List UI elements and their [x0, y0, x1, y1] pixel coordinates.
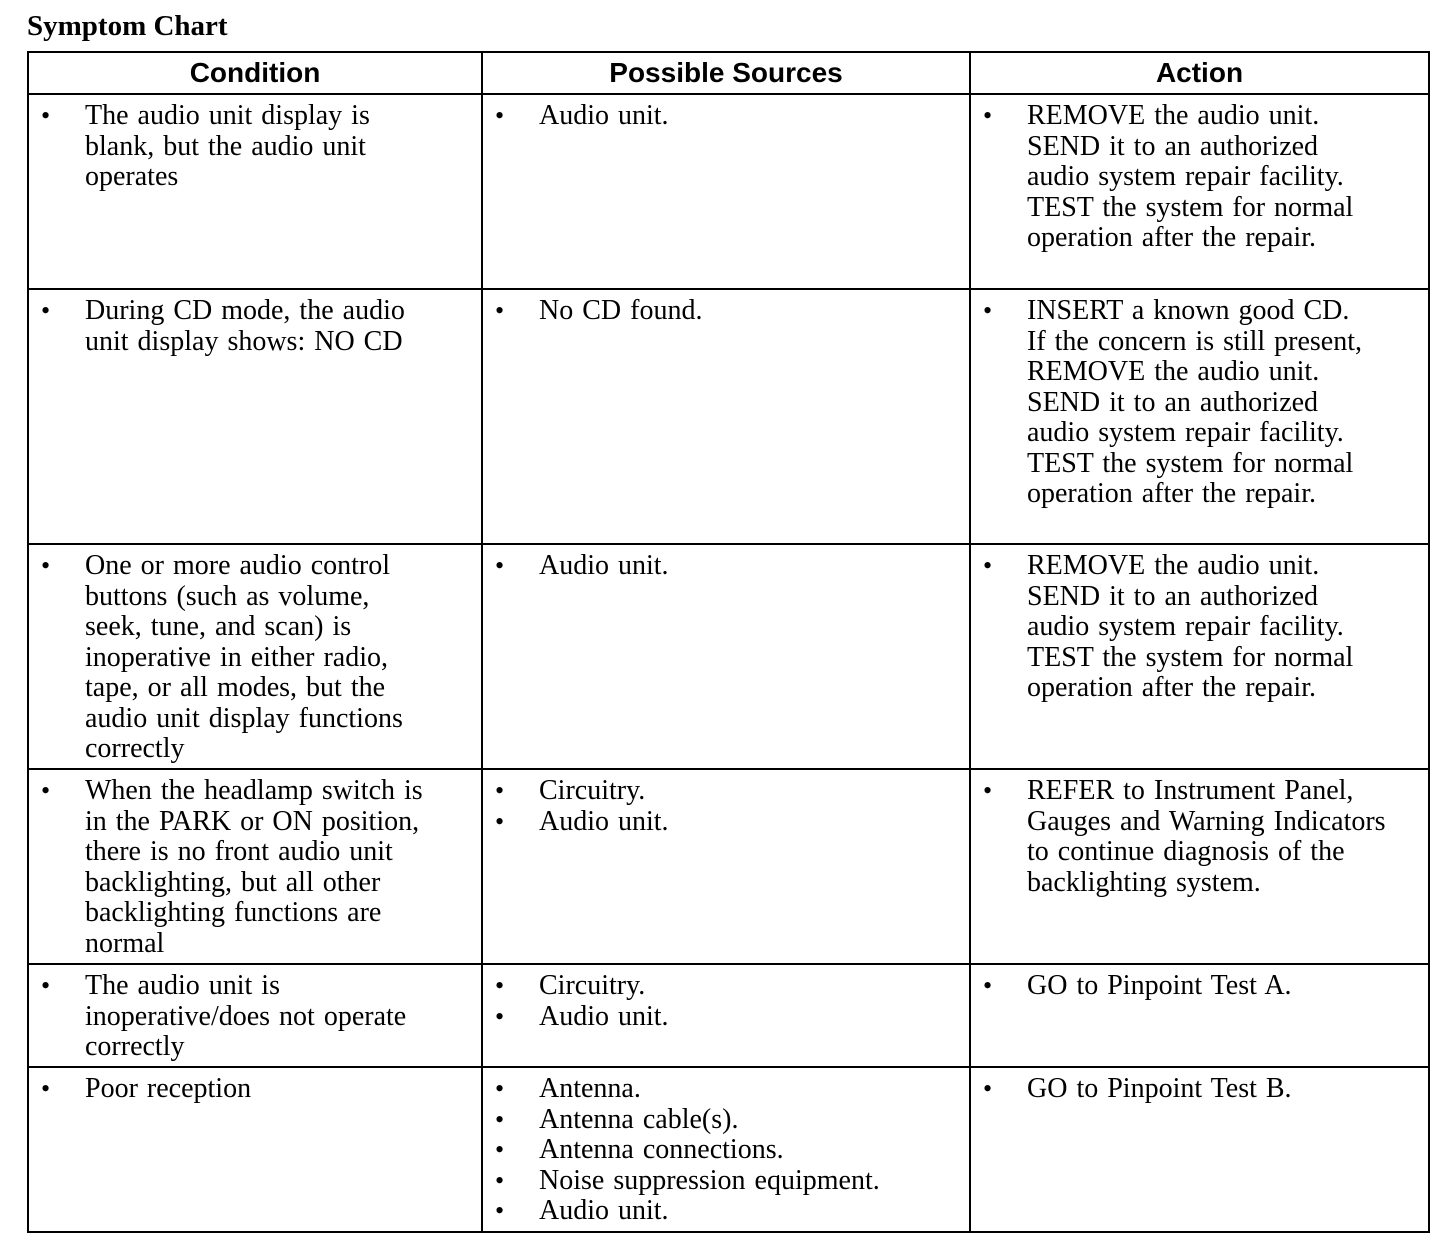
bullet-icon: • — [495, 1196, 505, 1225]
action-text: INSERT a known good CD. If the concern is still present, REMOVE the audio unit. SEND it to an authorized audio system repair facility. TEST the system for normal operation after the repair. — [1027, 295, 1363, 509]
table-row — [28, 289, 1429, 544]
bullet-icon: • — [495, 971, 505, 1000]
bullet-icon: • — [41, 551, 51, 580]
condition-text: The audio unit display is blank, but the audio unit operates — [85, 100, 370, 192]
bullet-icon: • — [983, 296, 993, 325]
list-item — [483, 776, 963, 807]
table-row — [28, 1067, 1429, 1232]
list-item — [971, 296, 1422, 510]
condition-text: The audio unit is inoperative/does not operate correctly — [85, 970, 407, 1062]
list-item — [483, 101, 963, 132]
source-text: Audio unit. — [539, 1000, 669, 1032]
action-cell — [970, 289, 1429, 544]
source-text: Circuitry. — [539, 970, 646, 1001]
action-text: GO to Pinpoint Test A. — [1027, 970, 1292, 1001]
symptom-table — [27, 51, 1430, 1233]
bullet-icon: • — [495, 296, 505, 325]
condition-cell — [28, 964, 482, 1067]
list-item — [483, 1196, 963, 1227]
action-text: GO to Pinpoint Test B. — [1027, 1073, 1292, 1104]
list-item — [29, 776, 475, 959]
list-item — [971, 776, 1422, 898]
condition-text: When the headlamp switch is in the PARK or ON position, there is no front audio unit backlighting, but all other backlighting functions are normal — [85, 775, 423, 959]
bullet-icon: • — [495, 1135, 505, 1164]
list-item — [971, 971, 1422, 1002]
source-text: Antenna connections. — [539, 1134, 784, 1165]
source-text: Audio unit. — [539, 1195, 669, 1226]
list-item — [483, 296, 963, 327]
action-cell — [970, 769, 1429, 964]
condition-cell — [28, 544, 482, 769]
list-item — [29, 296, 475, 357]
sources-cell — [482, 1067, 970, 1232]
bullet-icon: • — [983, 551, 993, 580]
action-cell — [970, 94, 1429, 289]
source-text: No CD found. — [539, 295, 703, 326]
table-row — [28, 769, 1429, 964]
sources-cell — [482, 964, 970, 1067]
source-text: Noise suppression equipment. — [539, 1164, 880, 1196]
action-cell — [970, 964, 1429, 1067]
condition-text: One or more audio control buttons (such as volume, seek, tune, and scan) is inoperative in either radio, tape, or all modes, but the audio unit display functions correctly — [85, 550, 403, 764]
bullet-icon: • — [495, 1104, 505, 1134]
table-row — [28, 94, 1429, 289]
column-header-condition: Condition — [28, 52, 482, 94]
list-item — [29, 1074, 475, 1105]
source-text: Antenna cable(s). — [539, 1103, 739, 1135]
list-item — [483, 551, 963, 582]
sources-cell — [482, 289, 970, 544]
bullet-icon: • — [983, 776, 993, 805]
action-cell — [970, 544, 1429, 769]
bullet-icon: • — [41, 1074, 51, 1103]
source-text: Antenna. — [539, 1073, 641, 1104]
list-item — [29, 551, 475, 765]
source-text: Circuitry. — [539, 775, 646, 806]
bullet-icon: • — [41, 101, 51, 130]
list-item — [971, 1074, 1422, 1105]
bullet-icon: • — [983, 1074, 993, 1103]
list-item — [971, 551, 1422, 704]
column-header-action: Action — [970, 52, 1429, 94]
list-item — [483, 1074, 963, 1105]
sources-cell — [482, 769, 970, 964]
action-cell — [970, 1067, 1429, 1232]
sources-cell — [482, 544, 970, 769]
bullet-icon: • — [41, 776, 51, 805]
table-header-row — [28, 52, 1429, 94]
list-item — [29, 971, 475, 1063]
bullet-icon: • — [41, 971, 51, 1000]
bullet-icon: • — [495, 1001, 505, 1031]
bullet-icon: • — [495, 551, 505, 580]
source-text: Audio unit. — [539, 805, 669, 837]
page-title: Symptom Chart — [27, 10, 228, 42]
action-text: REFER to Instrument Panel, Gauges and Warning Indicators to continue diagnosis of the backlighting system. — [1027, 775, 1386, 898]
condition-text: During CD mode, the audio unit display shows: NO CD — [85, 295, 405, 357]
action-text: REMOVE the audio unit. SEND it to an authorized audio system repair facility. TEST the system for normal operation after the repair. — [1027, 550, 1354, 703]
list-item — [483, 1166, 963, 1197]
list-item — [483, 807, 963, 838]
condition-cell — [28, 289, 482, 544]
bullet-icon: • — [495, 806, 505, 836]
condition-cell — [28, 1067, 482, 1232]
bullet-icon: • — [983, 101, 993, 130]
bullet-icon: • — [495, 101, 505, 130]
condition-cell — [28, 94, 482, 289]
list-item — [483, 1105, 963, 1136]
column-header-possible-sources: Possible Sources — [482, 52, 970, 94]
table-row — [28, 964, 1429, 1067]
condition-cell — [28, 769, 482, 964]
list-item — [29, 101, 475, 193]
bullet-icon: • — [41, 296, 51, 325]
bullet-icon: • — [495, 1165, 505, 1195]
condition-text: Poor reception — [85, 1073, 252, 1104]
list-item — [971, 101, 1422, 254]
list-item — [483, 971, 963, 1002]
list-item — [483, 1002, 963, 1033]
source-text: Audio unit. — [539, 550, 669, 581]
bullet-icon: • — [495, 1074, 505, 1103]
source-text: Audio unit. — [539, 100, 669, 131]
table-row — [28, 544, 1429, 769]
bullet-icon: • — [495, 776, 505, 805]
sources-cell — [482, 94, 970, 289]
list-item — [483, 1135, 963, 1166]
bullet-icon: • — [983, 971, 993, 1000]
action-text: REMOVE the audio unit. SEND it to an authorized audio system repair facility. TEST the system for normal operation after the repair. — [1027, 100, 1354, 253]
